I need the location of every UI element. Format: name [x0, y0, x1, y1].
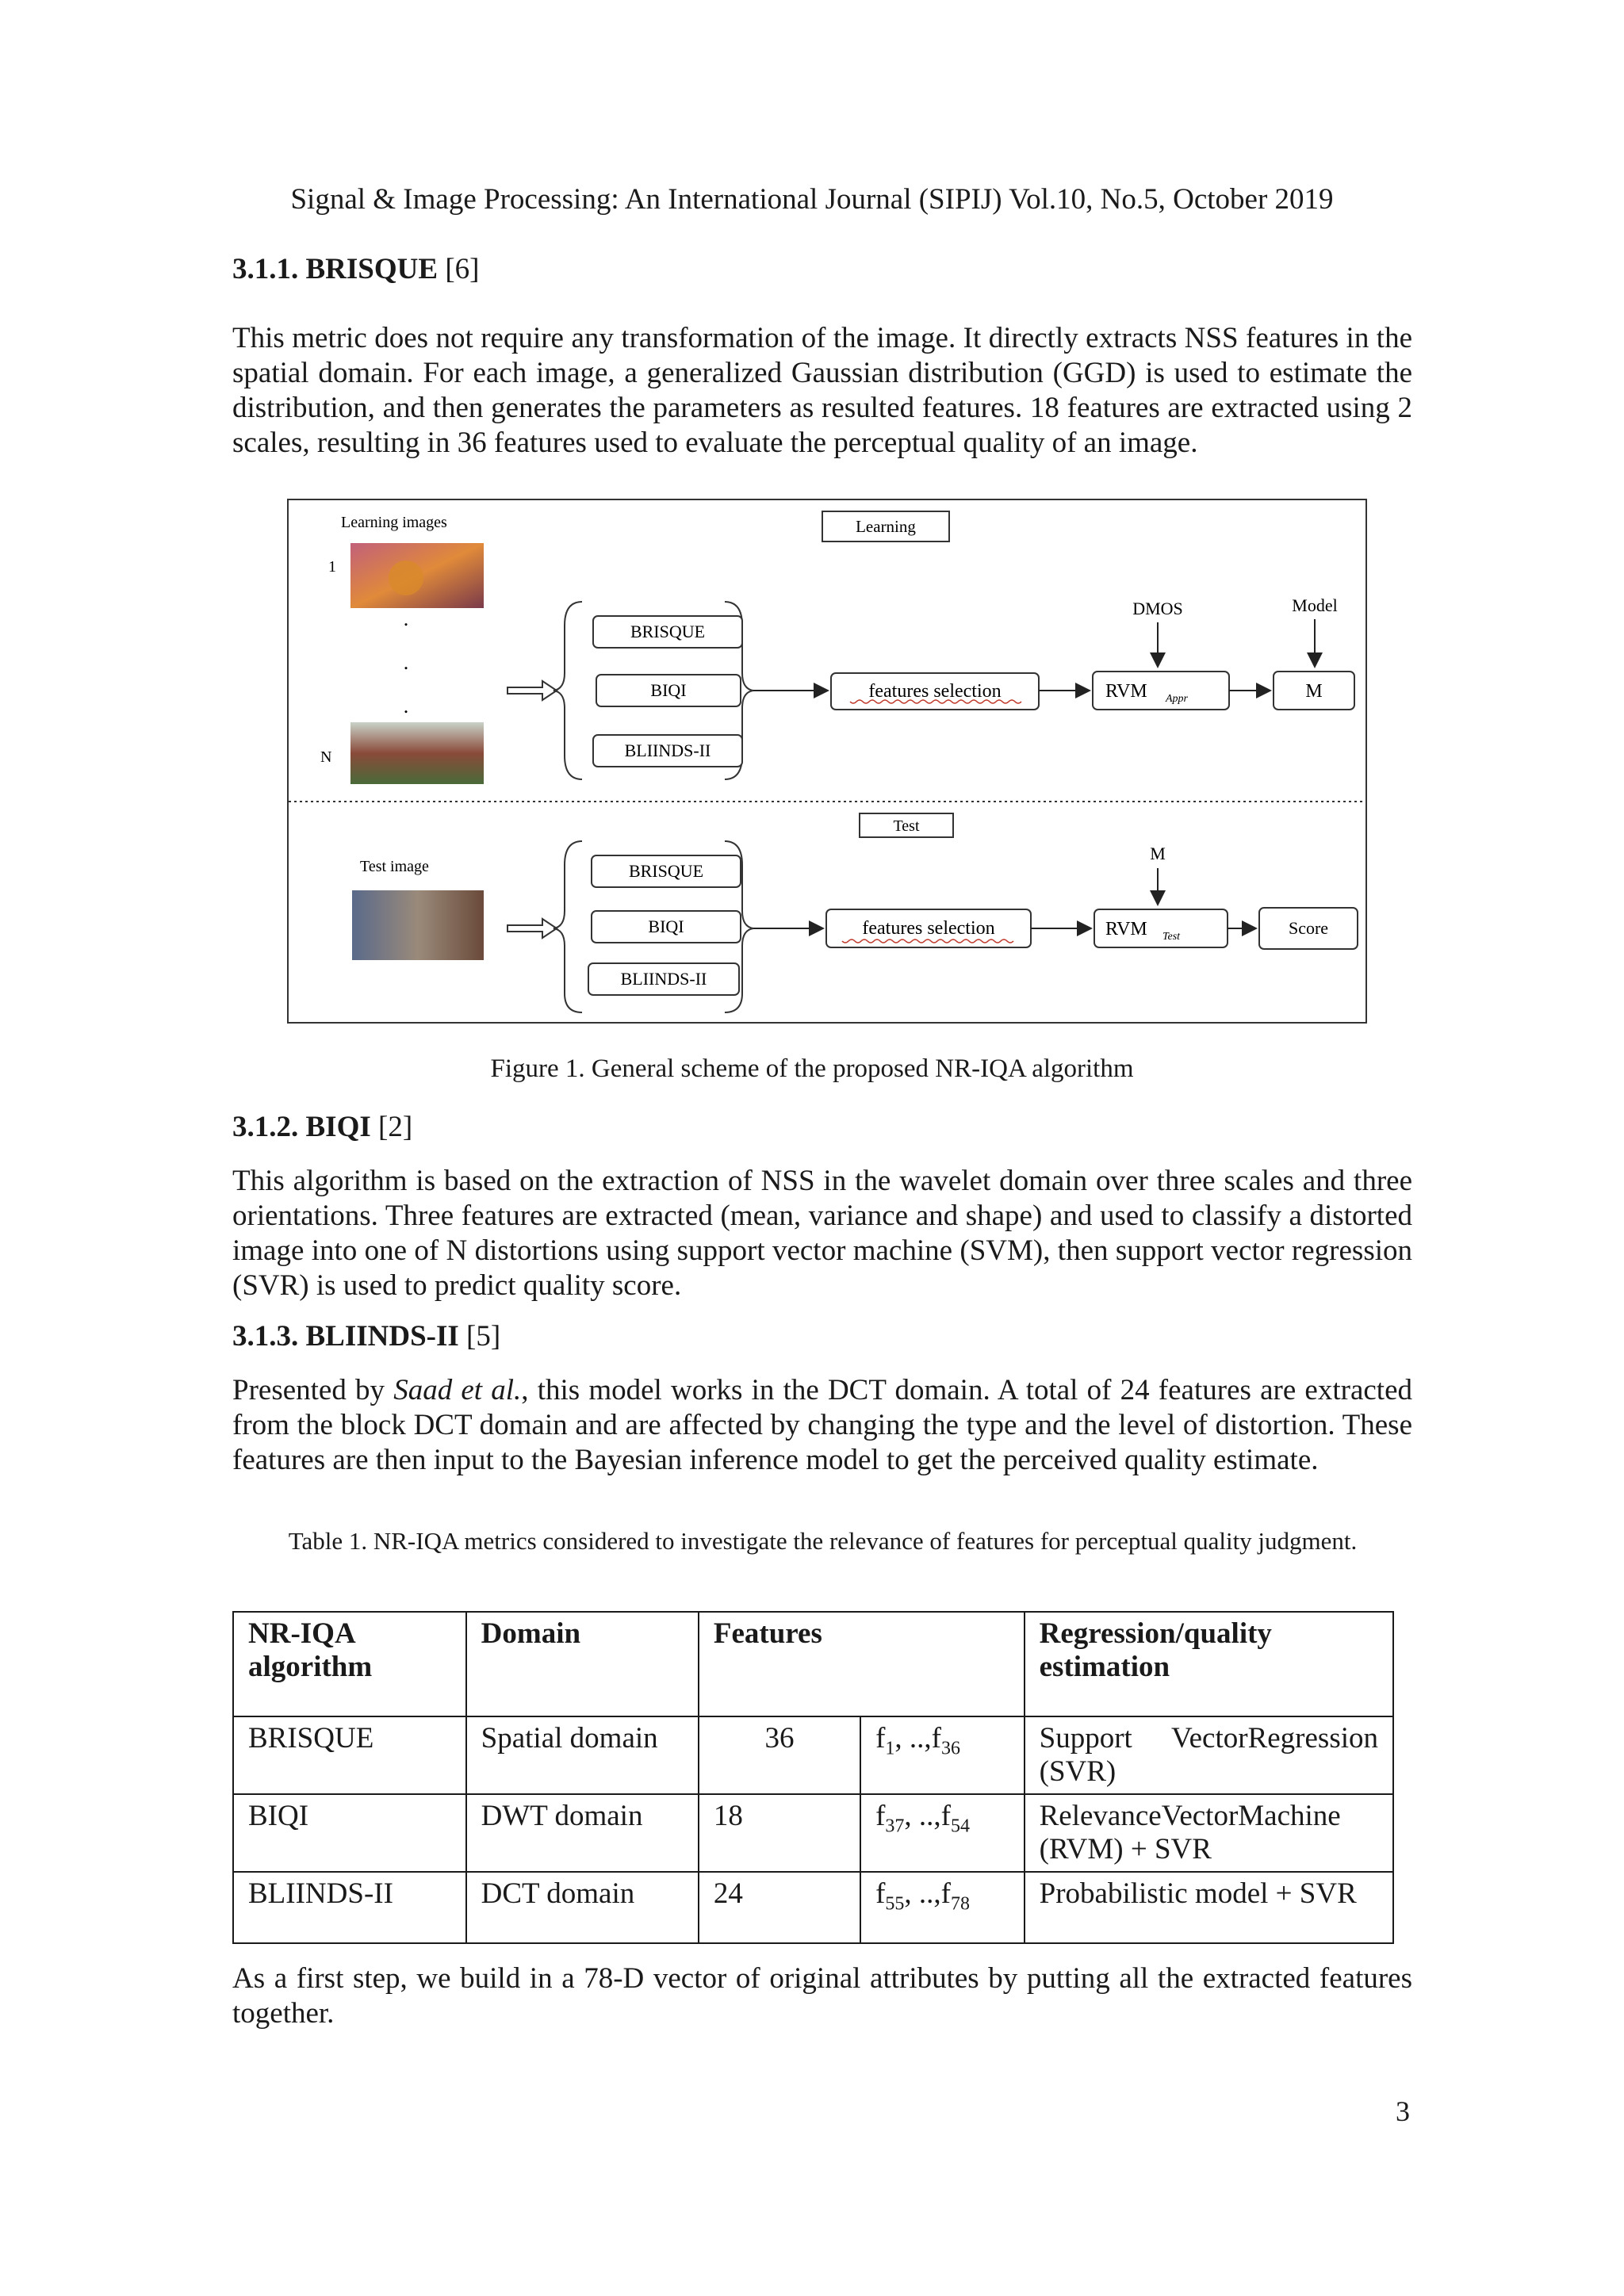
- paragraph-post: , this model works in the DCT domain. A total of 24 features are extracted from the block DCT domain and are affected by changing the type and the level of distortion. These features are then input to the Bayesian inference model to get the perceived quality estimate.: [232, 1374, 1412, 1476]
- table-row: [233, 1716, 1393, 1794]
- test-image: [352, 890, 484, 960]
- section-heading-bliinds: [232, 1319, 500, 1353]
- table-header-row: [233, 1612, 1393, 1716]
- rvm-test-subscript: Test: [1162, 931, 1181, 943]
- feature-start: 1: [885, 1738, 895, 1759]
- dmos-label: DMOS: [1132, 599, 1183, 618]
- table-row: [233, 1794, 1393, 1872]
- cell-feature-range: $f_{55}$, $..,f_{78}$: [860, 1872, 1025, 1943]
- index-n: N: [320, 748, 332, 766]
- cell-domain: Spatial domain: [466, 1716, 699, 1794]
- cell-algo: BIQI: [233, 1794, 466, 1872]
- brisque-box-learning: BRISQUE: [630, 622, 706, 641]
- house-image: [350, 722, 484, 784]
- rvm-learning: RVM: [1105, 681, 1147, 702]
- cell-regression: Support VectorRegression (SVR): [1025, 1716, 1393, 1794]
- cell-domain: DWT domain: [466, 1794, 699, 1872]
- paragraph-brisque: This metric does not require any transformation of the image. It directly extracts NSS features in the spatial domain. For each image, a generalized Gaussian distribution (GGD) is used to estimate the distribution, and then generates the parameters as resulted features. 18 features are extracted using 2 scales, resulting in 36 features used to evaluate the perceptual quality of an image.: [232, 322, 1412, 459]
- feature-start: 55: [885, 1893, 905, 1915]
- features-selection-test: features selection: [862, 918, 995, 939]
- svg-text:.: .: [403, 651, 409, 674]
- journal-header: Signal & Image Processing: An International Journal (SIPIJ) Vol.10, No.5, October 2019: [290, 183, 1334, 216]
- header-features: Features: [699, 1612, 1025, 1716]
- author-name: Saad et al.: [393, 1374, 522, 1406]
- cell-regression: RelevanceVectorMachine (RVM) + SVR: [1025, 1794, 1393, 1872]
- svg-text:.: .: [403, 695, 409, 718]
- bliinds-box-learning: BLIINDS-II: [624, 740, 711, 760]
- cell-algo: BRISQUE: [233, 1716, 466, 1794]
- m-box-learning: M: [1305, 681, 1323, 702]
- paragraph-biqi: This algorithm is based on the extraction of NSS in the wavelet domain over three scales and three orientations. Three features are extracted (mean, variance and shape) and used to classify a distorted image into one of N distortions using support vector machine (SVM), then support vector regression (SVR) is used to predict quality score.: [232, 1165, 1412, 1302]
- cell-count: 18: [699, 1794, 860, 1872]
- section-title: 3.1.3. BLIINDS-II: [232, 1320, 459, 1353]
- page-number: 3: [1396, 2095, 1410, 2127]
- header-domain: Domain: [466, 1612, 699, 1716]
- paragraph-bliinds: [232, 1373, 1412, 1478]
- bliinds-box-test: BLIINDS-II: [620, 969, 707, 989]
- test-image-label: Test image: [360, 858, 429, 875]
- cell-count: 36: [699, 1716, 860, 1794]
- paragraph-pre: Presented by: [232, 1374, 394, 1406]
- section-title: 3.1.2. BIQI: [232, 1111, 371, 1143]
- cell-domain: DCT domain: [466, 1872, 699, 1943]
- metrics-table: [232, 1611, 1394, 1944]
- section-heading-biqi: [232, 1110, 412, 1144]
- figure-caption: Figure 1. General scheme of the proposed NR-IQA algorithm: [490, 1054, 1134, 1083]
- rvm-appr-subscript: Appr: [1166, 693, 1188, 705]
- section-ref: [6]: [445, 253, 480, 285]
- model-label: Model: [1292, 595, 1338, 615]
- scheme-diagram: [287, 499, 1367, 1024]
- brisque-box-test: BRISQUE: [628, 861, 704, 881]
- table-caption: Table 1. NR-IQA metrics considered to investigate the relevance of features for perceptual quality judgment.: [288, 1527, 1358, 1555]
- table-row: [233, 1872, 1393, 1943]
- section-title: 3.1.1. BRISQUE: [232, 253, 439, 285]
- figure-scheme: [287, 499, 1367, 1024]
- m-label-test: M: [1150, 844, 1166, 863]
- header-regression: Regression/quality estimation: [1025, 1612, 1393, 1716]
- feature-end: 36: [940, 1738, 960, 1759]
- svg-text:.: .: [403, 607, 409, 630]
- learning-label: Learning: [856, 517, 916, 536]
- feature-end: 54: [950, 1816, 970, 1837]
- biqi-box-test: BIQI: [648, 916, 684, 936]
- features-selection-learning: features selection: [868, 681, 1002, 702]
- header-algorithm: NR-IQA algorithm: [233, 1612, 466, 1716]
- section-ref: [2]: [378, 1111, 413, 1143]
- rvm-test: RVM: [1105, 919, 1147, 939]
- section-heading-brisque: [232, 252, 479, 286]
- test-label: Test: [893, 817, 920, 835]
- feature-end: 78: [950, 1893, 970, 1915]
- paragraph-final: As a first step, we build in a 78-D vector of original attributes by putting all the extracted features together.: [232, 1962, 1412, 2030]
- learning-images-label: Learning images: [341, 514, 447, 531]
- section-ref: [5]: [466, 1320, 501, 1353]
- cell-count: 24: [699, 1872, 860, 1943]
- index-one: 1: [328, 558, 336, 576]
- feature-start: 37: [885, 1816, 905, 1837]
- cell-regression: Probabilistic model + SVR: [1025, 1872, 1393, 1943]
- cell-algo: BLIINDS-II: [233, 1872, 466, 1943]
- score-box: Score: [1288, 918, 1329, 938]
- cell-feature-range: $f_{37}$, $..,f_{54}$: [860, 1794, 1025, 1872]
- biqi-box-learning: BIQI: [650, 680, 687, 700]
- cell-feature-range: $f_1$, $..,f_{36}$: [860, 1716, 1025, 1794]
